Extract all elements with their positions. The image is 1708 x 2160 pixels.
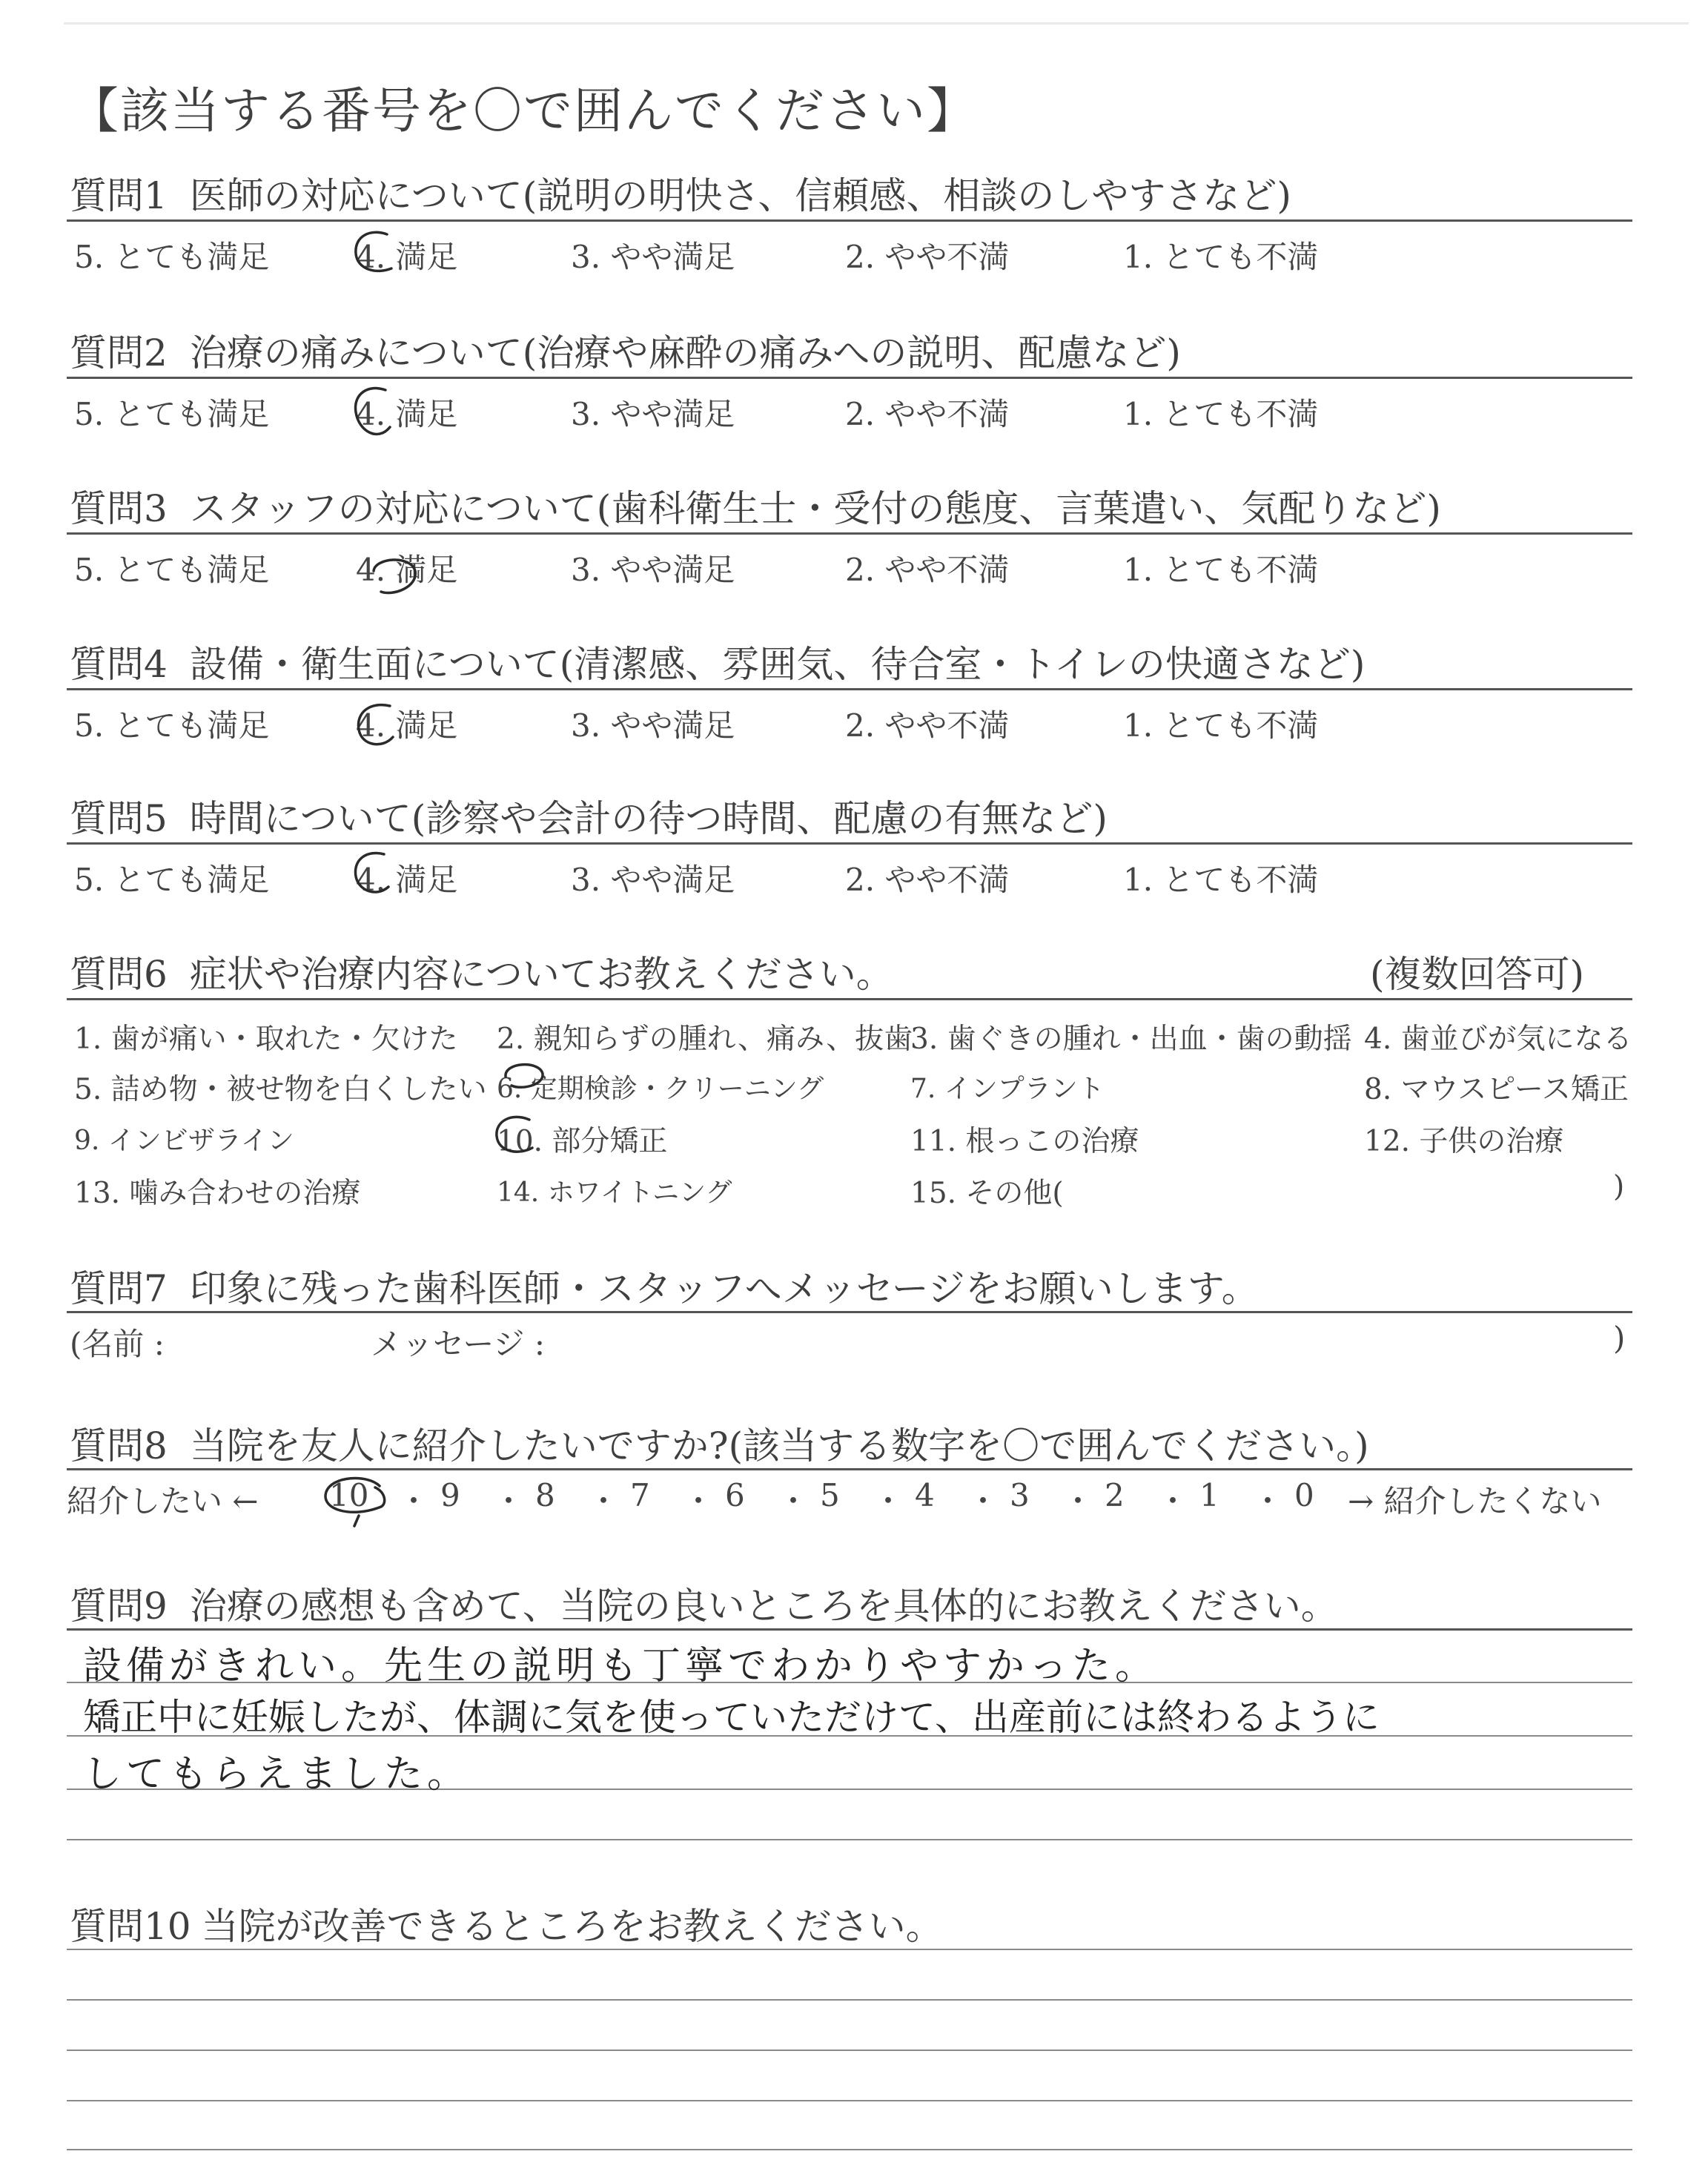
symptom-option-9[interactable]: 9. インビザライン [74, 1126, 294, 1156]
question-divider [67, 1468, 1632, 1470]
scale-dot: ・ [1062, 1483, 1094, 1519]
q2-answer-circle-mark [348, 380, 408, 454]
question-text: 医師の対応について(説明の明快さ、信頼感、相談のしやすさなど) [189, 174, 1291, 217]
scale-dot: ・ [398, 1483, 430, 1519]
question-2-title [70, 323, 1181, 377]
question-divider [67, 998, 1632, 1000]
question-1-title [70, 166, 1291, 219]
symptom-option-3[interactable]: 3. 歯ぐきの腫れ・出血・歯の動揺 [910, 1023, 1352, 1056]
rating-option-2[interactable]: 2. やや不満 [845, 239, 1010, 275]
symptom-option-12[interactable]: 12. 子供の治療 [1364, 1125, 1564, 1158]
rating-option-4[interactable]: 4. 満足 [356, 239, 458, 275]
rating-option-5[interactable]: 5. とても満足 [74, 707, 270, 744]
rating-option-4[interactable]: 4. 満足 [356, 707, 458, 744]
question-text: 治療の痛みについて(治療や麻酔の痛みへの説明、配慮など) [189, 331, 1181, 374]
q3-answer-circle-mark [363, 549, 430, 615]
symptom-option-2[interactable]: 2. 親知らずの腫れ、痛み、抜歯 [497, 1023, 913, 1056]
q8-answer-circle-mark [316, 1470, 397, 1536]
rating-option-1[interactable]: 1. とても不満 [1123, 862, 1319, 898]
symptom-option-4[interactable]: 4. 歯並びが気になる [1364, 1023, 1632, 1056]
rating-option-2[interactable]: 2. やや不満 [845, 552, 1010, 588]
recommend-scale-left-label: 紹介したい ← [67, 1483, 259, 1519]
answer-line [67, 2100, 1632, 2101]
scale-number-5[interactable]: 5 [820, 1477, 840, 1513]
rating-option-3[interactable]: 3. やや満足 [571, 396, 735, 432]
question-number: 質問10 [70, 1905, 191, 1948]
rating-option-3[interactable]: 3. やや満足 [571, 707, 735, 744]
question-text: 治療の感想も含めて、当院の良いところを具体的にお教えください。 [189, 1585, 1338, 1628]
rating-option-5[interactable]: 5. とても満足 [74, 552, 270, 588]
question-divider [67, 219, 1632, 222]
question-6-title [70, 945, 893, 998]
symptom-option-5[interactable]: 5. 詰め物・被せ物を白くしたい [74, 1073, 487, 1106]
rating-option-5[interactable]: 5. とても満足 [74, 862, 270, 898]
question-number: 質問8 [70, 1424, 168, 1467]
q9-handwritten-answer-line: してもらえました。 [83, 1752, 471, 1797]
question-divider [67, 1311, 1632, 1313]
scale-dot: ・ [1252, 1483, 1284, 1519]
question-3-title [70, 479, 1441, 532]
question-number: 質問5 [70, 797, 168, 840]
question-text: 当院が改善できるところをお教えください。 [201, 1905, 943, 1948]
answer-line [67, 2149, 1632, 2150]
scale-number-1[interactable]: 1 [1199, 1477, 1219, 1513]
scale-dot: ・ [967, 1483, 999, 1519]
scale-number-7[interactable]: 7 [630, 1477, 650, 1513]
q4-answer-circle-mark [348, 697, 415, 771]
symptom-option-6[interactable]: 6. 定期検診・クリーニング [497, 1074, 824, 1104]
q1-answer-circle-mark [348, 225, 408, 285]
answer-line [67, 1999, 1632, 2001]
rating-option-3[interactable]: 3. やや満足 [571, 862, 735, 898]
question-5-title [70, 789, 1108, 842]
rating-option-5[interactable]: 5. とても満足 [74, 396, 270, 432]
rating-option-1[interactable]: 1. とても不満 [1123, 707, 1319, 744]
question-number: 質問3 [70, 487, 168, 530]
rating-option-2[interactable]: 2. やや不満 [845, 707, 1010, 744]
rating-option-2[interactable]: 2. やや不満 [845, 862, 1010, 898]
question-number: 質問1 [70, 174, 168, 217]
rating-option-1[interactable]: 1. とても不満 [1123, 552, 1319, 588]
symptom-option-13[interactable]: 13. 噛み合わせの治療 [74, 1177, 361, 1210]
q5-answer-circle-mark [347, 845, 406, 912]
scale-number-4[interactable]: 4 [915, 1477, 935, 1513]
rating-option-1[interactable]: 1. とても不満 [1123, 396, 1319, 432]
message-close-paren: ) [1613, 1320, 1626, 1356]
question-text: スタッフの対応について(歯科衛生士・受付の態度、言葉遣い、気配りなど) [189, 487, 1441, 530]
scale-number-8[interactable]: 8 [535, 1477, 555, 1513]
scale-dot: ・ [493, 1483, 525, 1519]
question-number: 質問4 [70, 643, 168, 686]
rating-option-1[interactable]: 1. とても不満 [1123, 239, 1319, 275]
q9-handwritten-answer-line: 設備がきれい。先生の説明も丁寧でわかりやすかった。 [83, 1644, 1159, 1688]
recommend-scale-right-label: → 紹介したくない [1348, 1483, 1602, 1519]
rating-option-3[interactable]: 3. やや満足 [571, 552, 735, 588]
question-text: 設備・衛生面について(清潔感、雰囲気、待合室・トイレの快適さなど) [189, 643, 1366, 686]
question-text: 症状や治療内容についてお教えください。 [189, 953, 893, 996]
question-4-title [70, 635, 1365, 688]
rating-option-3[interactable]: 3. やや満足 [571, 239, 735, 275]
question-number: 質問9 [70, 1585, 168, 1628]
question-9-title [70, 1576, 1338, 1630]
symptom-option-1[interactable]: 1. 歯が痛い・取れた・欠けた [74, 1023, 458, 1056]
question-10-title [70, 1897, 943, 1950]
scale-number-6[interactable]: 6 [725, 1477, 745, 1513]
symptom-option-15[interactable]: 15. その他( [910, 1177, 1064, 1210]
question-divider [67, 688, 1632, 690]
multiple-answers-note: (複数回答可) [1370, 953, 1585, 996]
q6-option-6-circle-mark [498, 1056, 550, 1100]
symptom-option-7[interactable]: 7. インプラント [910, 1074, 1105, 1104]
rating-option-4[interactable]: 4. 満足 [356, 552, 458, 588]
symptom-option-10[interactable]: 10. 部分矯正 [497, 1125, 668, 1158]
scale-number-2[interactable]: 2 [1105, 1477, 1125, 1513]
rating-option-4[interactable]: 4. 満足 [356, 862, 458, 898]
scale-dot: ・ [683, 1483, 715, 1519]
question-divider [67, 842, 1632, 845]
scale-number-0[interactable]: 0 [1294, 1477, 1314, 1513]
question-number: 質問2 [70, 331, 168, 374]
name-field-label: (名前 : [70, 1326, 165, 1362]
question-number: 質問6 [70, 953, 168, 996]
message-field-label: メッセージ : [371, 1326, 545, 1362]
scale-number-10[interactable]: 10 [329, 1477, 369, 1513]
question-text: 当院を友人に紹介したいですか?(該当する数字を〇で囲んでください。) [189, 1424, 1369, 1467]
answer-line [67, 1839, 1632, 1840]
question-text: 印象に残った歯科医師・スタッフへメッセージをお願いします。 [189, 1267, 1259, 1310]
q6-option-10-circle-mark [489, 1109, 549, 1169]
top-edge-line [64, 22, 1689, 24]
question-divider [67, 1628, 1632, 1631]
question-8-title [70, 1416, 1369, 1470]
question-7-title [70, 1259, 1259, 1312]
other-close-paren: ) [1613, 1170, 1625, 1203]
rating-option-5[interactable]: 5. とても満足 [74, 239, 270, 275]
answer-line [67, 2050, 1632, 2051]
symptom-option-14[interactable]: 14. ホワイトニング [497, 1178, 732, 1208]
rating-option-2[interactable]: 2. やや不満 [845, 396, 1010, 432]
question-divider [67, 377, 1632, 379]
scale-number-9[interactable]: 9 [440, 1477, 460, 1513]
rating-option-4[interactable]: 4. 満足 [356, 396, 458, 432]
scale-dot: ・ [1157, 1483, 1189, 1519]
question-divider [67, 532, 1632, 535]
scale-dot: ・ [873, 1483, 904, 1519]
q9-handwritten-answer-line: 矯正中に妊娠したが、体調に気を使っていただけて、出産前には終わるように [83, 1696, 1380, 1739]
question-text: 時間について(診察や会計の待つ時間、配慮の有無など) [189, 797, 1108, 840]
question-number: 質問7 [70, 1267, 168, 1310]
symptom-option-11[interactable]: 11. 根っこの治療 [910, 1125, 1139, 1158]
page-heading: 【該当する番号を〇で囲んでください】 [70, 82, 977, 139]
answer-line [67, 1949, 1632, 1950]
scale-number-3[interactable]: 3 [1010, 1477, 1030, 1513]
scale-dot: ・ [588, 1483, 620, 1519]
symptom-option-8[interactable]: 8. マウスピース矯正 [1364, 1073, 1629, 1106]
scale-dot: ・ [778, 1483, 810, 1519]
